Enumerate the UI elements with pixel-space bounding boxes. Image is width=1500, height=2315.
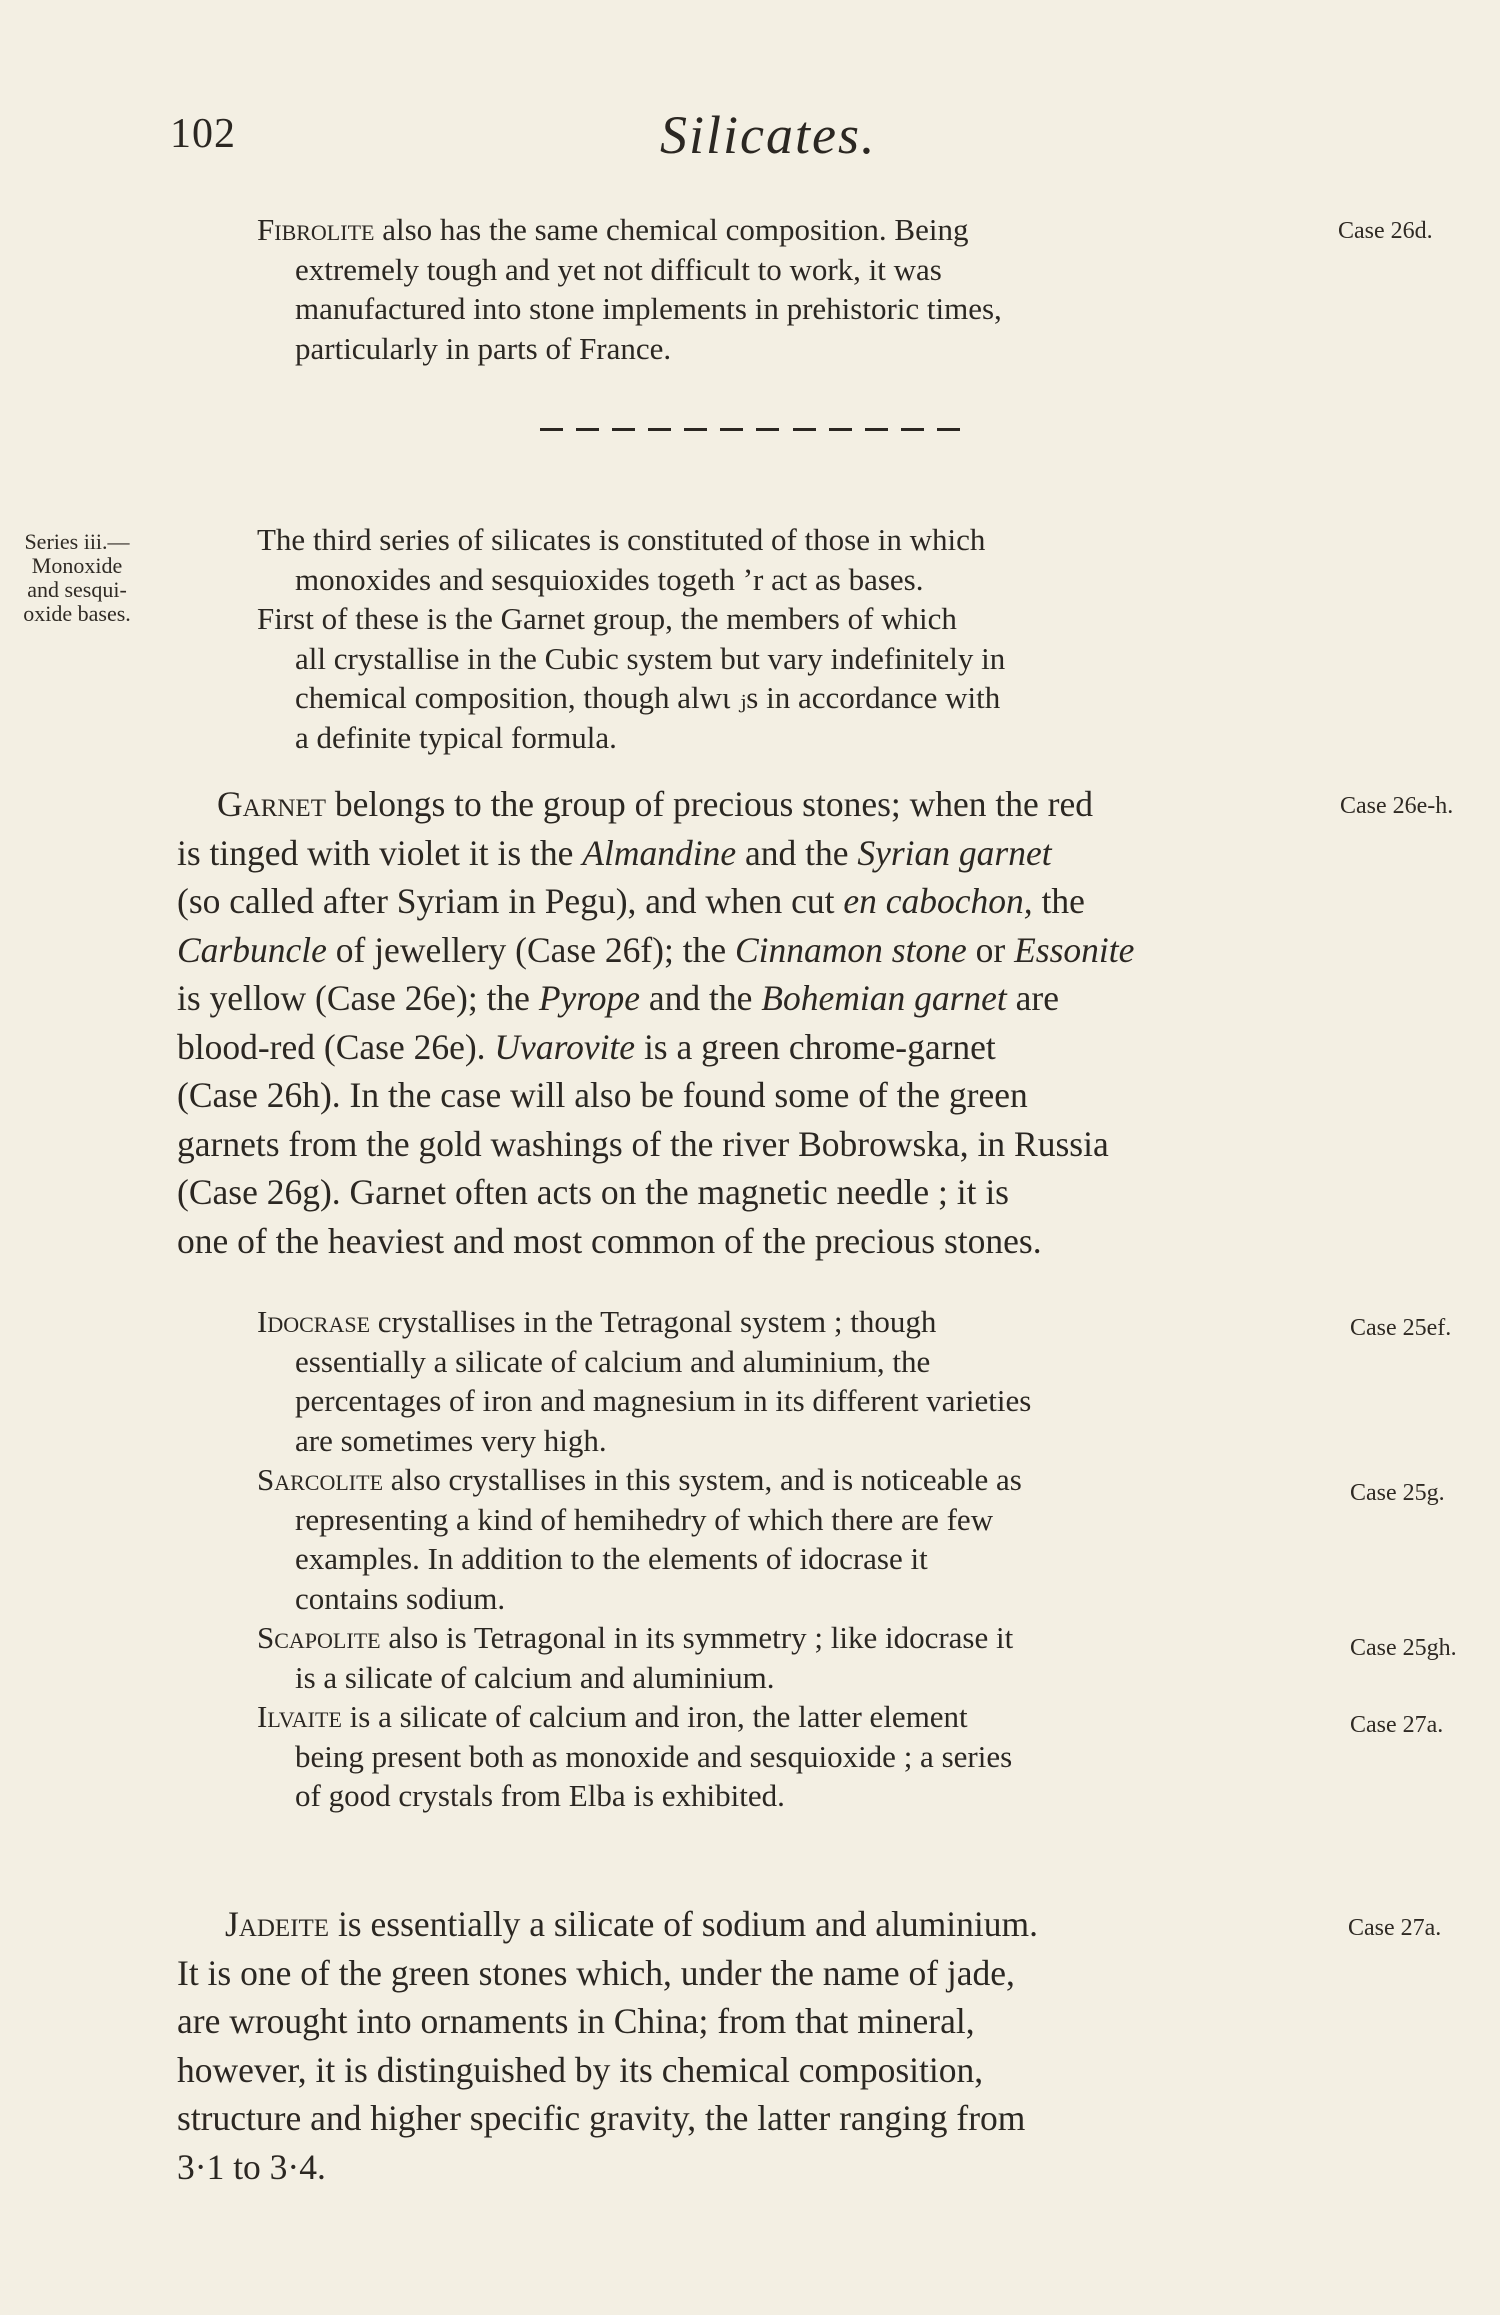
text-line: percentages of iron and magnesium in its different varieties bbox=[295, 1383, 1032, 1418]
text-line: The third series of silicates is constituted of those in which bbox=[257, 522, 986, 557]
italic-term: Syrian garnet bbox=[857, 832, 1052, 873]
paragraph-ilvaite bbox=[257, 1697, 1337, 1816]
text-line: Ilvaite is a silicate of calcium and iron, the latter element bbox=[257, 1699, 968, 1734]
text-line bbox=[177, 829, 1337, 878]
margin-note-line: and sesqui- bbox=[27, 577, 127, 602]
text-line: representing a kind of hemihedry of which there are few bbox=[295, 1501, 994, 1537]
text-line: are sometimes very high. bbox=[295, 1422, 607, 1458]
case-reference: Case 25ef. bbox=[1350, 1315, 1452, 1341]
paragraph-series bbox=[257, 520, 1337, 757]
text-run: or bbox=[966, 929, 1015, 970]
text-run: (Case 26h). In the case will also be found some of the green bbox=[177, 1075, 1028, 1115]
case-reference: Case 26d. bbox=[1338, 218, 1433, 244]
text-line: is a silicate of calcium and aluminium. bbox=[295, 1659, 775, 1695]
paragraph-idocrase bbox=[257, 1302, 1337, 1460]
case-reference: Case 25g. bbox=[1350, 1480, 1445, 1506]
text-line bbox=[177, 1071, 1337, 1120]
page-number: 102 bbox=[170, 111, 236, 157]
case-reference: Case 27a. bbox=[1350, 1712, 1444, 1738]
text-line: of good crystals from Elba is exhibited. bbox=[295, 1778, 785, 1813]
text-line bbox=[177, 1217, 1337, 1266]
text-run: of jewellery (Case 26f); the bbox=[326, 929, 735, 970]
italic-term: Almandine bbox=[582, 832, 737, 873]
text-run: is a green chrome-garnet bbox=[635, 1026, 996, 1067]
text-line: extremely tough and yet not difficult to work, it was bbox=[295, 251, 942, 287]
text-line: First of these is the Garnet group, the members of which bbox=[257, 601, 957, 636]
text-line: being present both as monoxide and sesquioxide ; a series bbox=[295, 1738, 1013, 1774]
text-run: the bbox=[1032, 881, 1085, 921]
paragraph-garnet bbox=[177, 780, 1337, 1265]
paragraph-jadeite bbox=[177, 1900, 1337, 2191]
text-line: essentially a silicate of calcium and aluminium, the bbox=[295, 1343, 931, 1379]
text-line: a definite typical formula. bbox=[295, 719, 617, 755]
text-line: Fibrolite also has the same chemical composition. Being bbox=[257, 212, 969, 247]
text-line bbox=[177, 1168, 1337, 1217]
margin-note-line: Monoxide bbox=[31, 553, 123, 578]
section-divider bbox=[540, 428, 960, 432]
text-line: particularly in parts of France. bbox=[295, 330, 672, 366]
series-margin-note bbox=[2, 530, 152, 626]
paragraph-fibrolite bbox=[257, 210, 1337, 368]
text-line: chemical composition, though alwι ⱼs in accordance with bbox=[295, 680, 1001, 715]
text-line: Scapolite also is Tetragonal in its symmetry ; like idocrase it bbox=[257, 1620, 1014, 1655]
text-run: and the bbox=[736, 832, 858, 873]
text-line: Idocrase crystallises in the Tetragonal system ; though bbox=[257, 1304, 937, 1339]
italic-term: Carbuncle bbox=[177, 929, 327, 970]
case-reference: Case 26e-h. bbox=[1340, 793, 1454, 819]
text-line: however, it is distinguished by its chemical composition, bbox=[177, 2049, 984, 2090]
text-run: (Case 26g). Garnet often acts on the magnetic needle ; it is bbox=[177, 1172, 1009, 1212]
text-line bbox=[177, 1120, 1337, 1169]
text-run: is yellow (Case 26e); the bbox=[177, 978, 539, 1018]
text-line: Jadeite is essentially a silicate of sodium and aluminium. bbox=[225, 1904, 1038, 1944]
running-title: Silicates. bbox=[660, 105, 877, 165]
italic-term: Essonite bbox=[1014, 929, 1135, 970]
case-reference: Case 27a. bbox=[1348, 1915, 1442, 1941]
text-line: all crystallise in the Cubic system but vary indefinitely in bbox=[295, 640, 1006, 676]
italic-term: Cinnamon stone bbox=[734, 929, 967, 970]
text-line bbox=[177, 1023, 1337, 1072]
paragraph-scapolite bbox=[257, 1618, 1337, 1697]
text-line: structure and higher specific gravity, the latter ranging from bbox=[177, 2098, 1026, 2138]
text-run: (so called after Syriam in Pegu), and when cut bbox=[177, 881, 844, 921]
text-line: Sarcolite also crystallises in this system, and is noticeable as bbox=[257, 1462, 1022, 1497]
text-line bbox=[177, 974, 1337, 1023]
case-reference: Case 25gh. bbox=[1350, 1635, 1457, 1661]
text-line: contains sodium. bbox=[295, 1580, 506, 1616]
italic-term: Bohemian garnet bbox=[761, 978, 1007, 1018]
italic-term: Uvarovite bbox=[494, 1026, 636, 1067]
text-line bbox=[177, 926, 1337, 975]
margin-note-line: Series iii.— bbox=[24, 529, 130, 554]
paragraph-sarcolite bbox=[257, 1460, 1337, 1618]
text-line: examples. In addition to the elements of idocrase it bbox=[295, 1541, 928, 1576]
text-line bbox=[177, 877, 1337, 926]
text-run: are bbox=[1006, 978, 1060, 1018]
text-line bbox=[177, 780, 1337, 829]
text-run: is tinged with violet it is the bbox=[177, 832, 583, 873]
text-run: one of the heaviest and most common of the precious stones. bbox=[177, 1220, 1042, 1261]
text-line: manufactured into stone implements in prehistoric times, bbox=[295, 291, 1002, 326]
section-term: Garnet bbox=[217, 784, 326, 824]
margin-note-line: oxide bases. bbox=[23, 601, 131, 626]
italic-term: Pyrope bbox=[538, 978, 641, 1018]
text-run: belongs to the group of precious stones; when the red bbox=[325, 784, 1093, 824]
text-run: blood-red (Case 26e). bbox=[177, 1026, 495, 1067]
text-line: 3·1 to 3·4. bbox=[177, 2146, 326, 2187]
italic-term: en cabochon, bbox=[843, 881, 1033, 921]
text-line: It is one of the green stones which, under the name of jade, bbox=[177, 1952, 1015, 1993]
text-run: and the bbox=[640, 978, 762, 1018]
text-line: monoxides and sesquioxides togeth ʼr act as bases. bbox=[295, 561, 924, 597]
text-line: are wrought into ornaments in China; from that mineral, bbox=[177, 2001, 975, 2041]
text-run: garnets from the gold washings of the river Bobrowska, in Russia bbox=[177, 1123, 1109, 1164]
